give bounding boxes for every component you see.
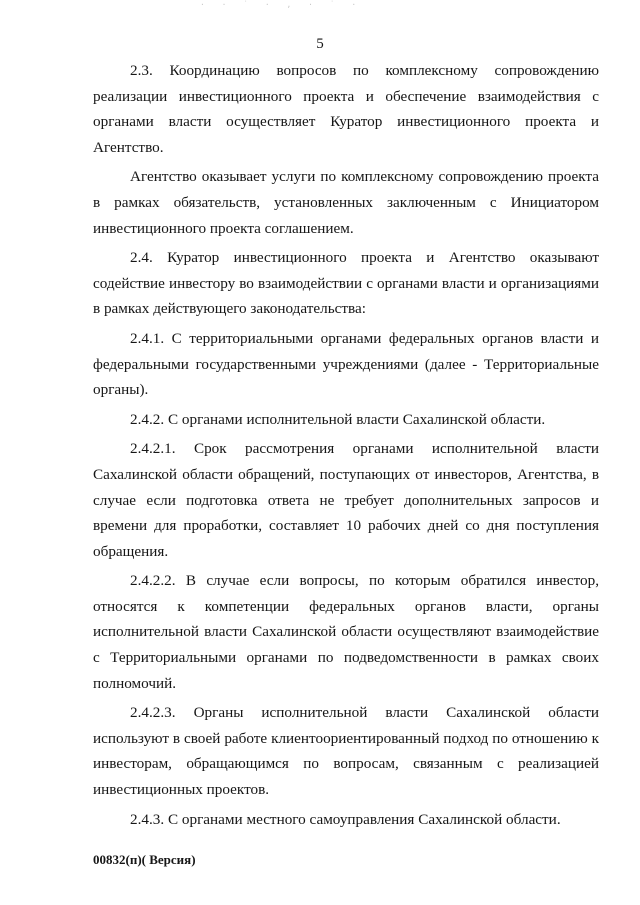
paragraph-2-4-2-2: 2.4.2.2. В случае если вопросы, по которым обратился инвестор, относятся к компетенции федеральных органов власти, органы исполнительной власти Сахалинской области осуществляют взаимодействие с Территориальными органами по подведомственности в рамках своих полномочий.: [93, 572, 599, 692]
paragraph-2-4: 2.4. Куратор инвестиционного проекта и Агентство оказывают содействие инвестору во взаимодействии с органами власти и организациями в рамках действующего законодательства:: [93, 249, 599, 318]
scan-noise: · · ˙ · , · ˙ ·: [200, 0, 363, 9]
paragraph-2-4-3: 2.4.3. С органами местного самоуправления Сахалинской области.: [130, 810, 561, 828]
paragraph-2-4-1: 2.4.1. С территориальными органами федеральных органов власти и федеральными государственными учреждениями (далее - Территориальные органы).: [93, 329, 599, 399]
paragraph-2-4-2-1: 2.4.2.1. Срок рассмотрения органами исполнительной власти Сахалинской области обращений, поступающих от инвесторов, Агентства, в случае если подготовка ответа не требует дополнительных запросов и времени для проработки, составляет 10 рабочих дней со дня поступления обращения.: [93, 440, 599, 560]
paragraph-2-4-2-3: 2.4.2.3. Органы исполнительной власти Сахалинской области используют в своей работе клиентоориентированный подход по отношению к инвесторам, обращающимся по вопросам, связанным с реализацией инвестиционных проектов.: [93, 704, 599, 799]
document-body: [93, 58, 599, 836]
paragraph-2-4-2: 2.4.2. С органами исполнительной власти Сахалинской области.: [130, 410, 546, 428]
paragraph-agency-services: Агентство оказывает услуги по комплексному сопровождению проекта в рамках обязательств, установленных заключенным с Инициатором инвестиционного проекта соглашением.: [93, 168, 599, 237]
paragraph-2-3: 2.3. Координацию вопросов по комплексному сопровождению реализации инвестиционного проекта и обеспечение взаимодействия с органами власти осуществляет Куратор инвестиционного проекта и Агентство.: [93, 62, 599, 156]
document-code-footer: 00832(п)( Версия): [93, 852, 196, 867]
page-number: 5: [316, 36, 324, 52]
